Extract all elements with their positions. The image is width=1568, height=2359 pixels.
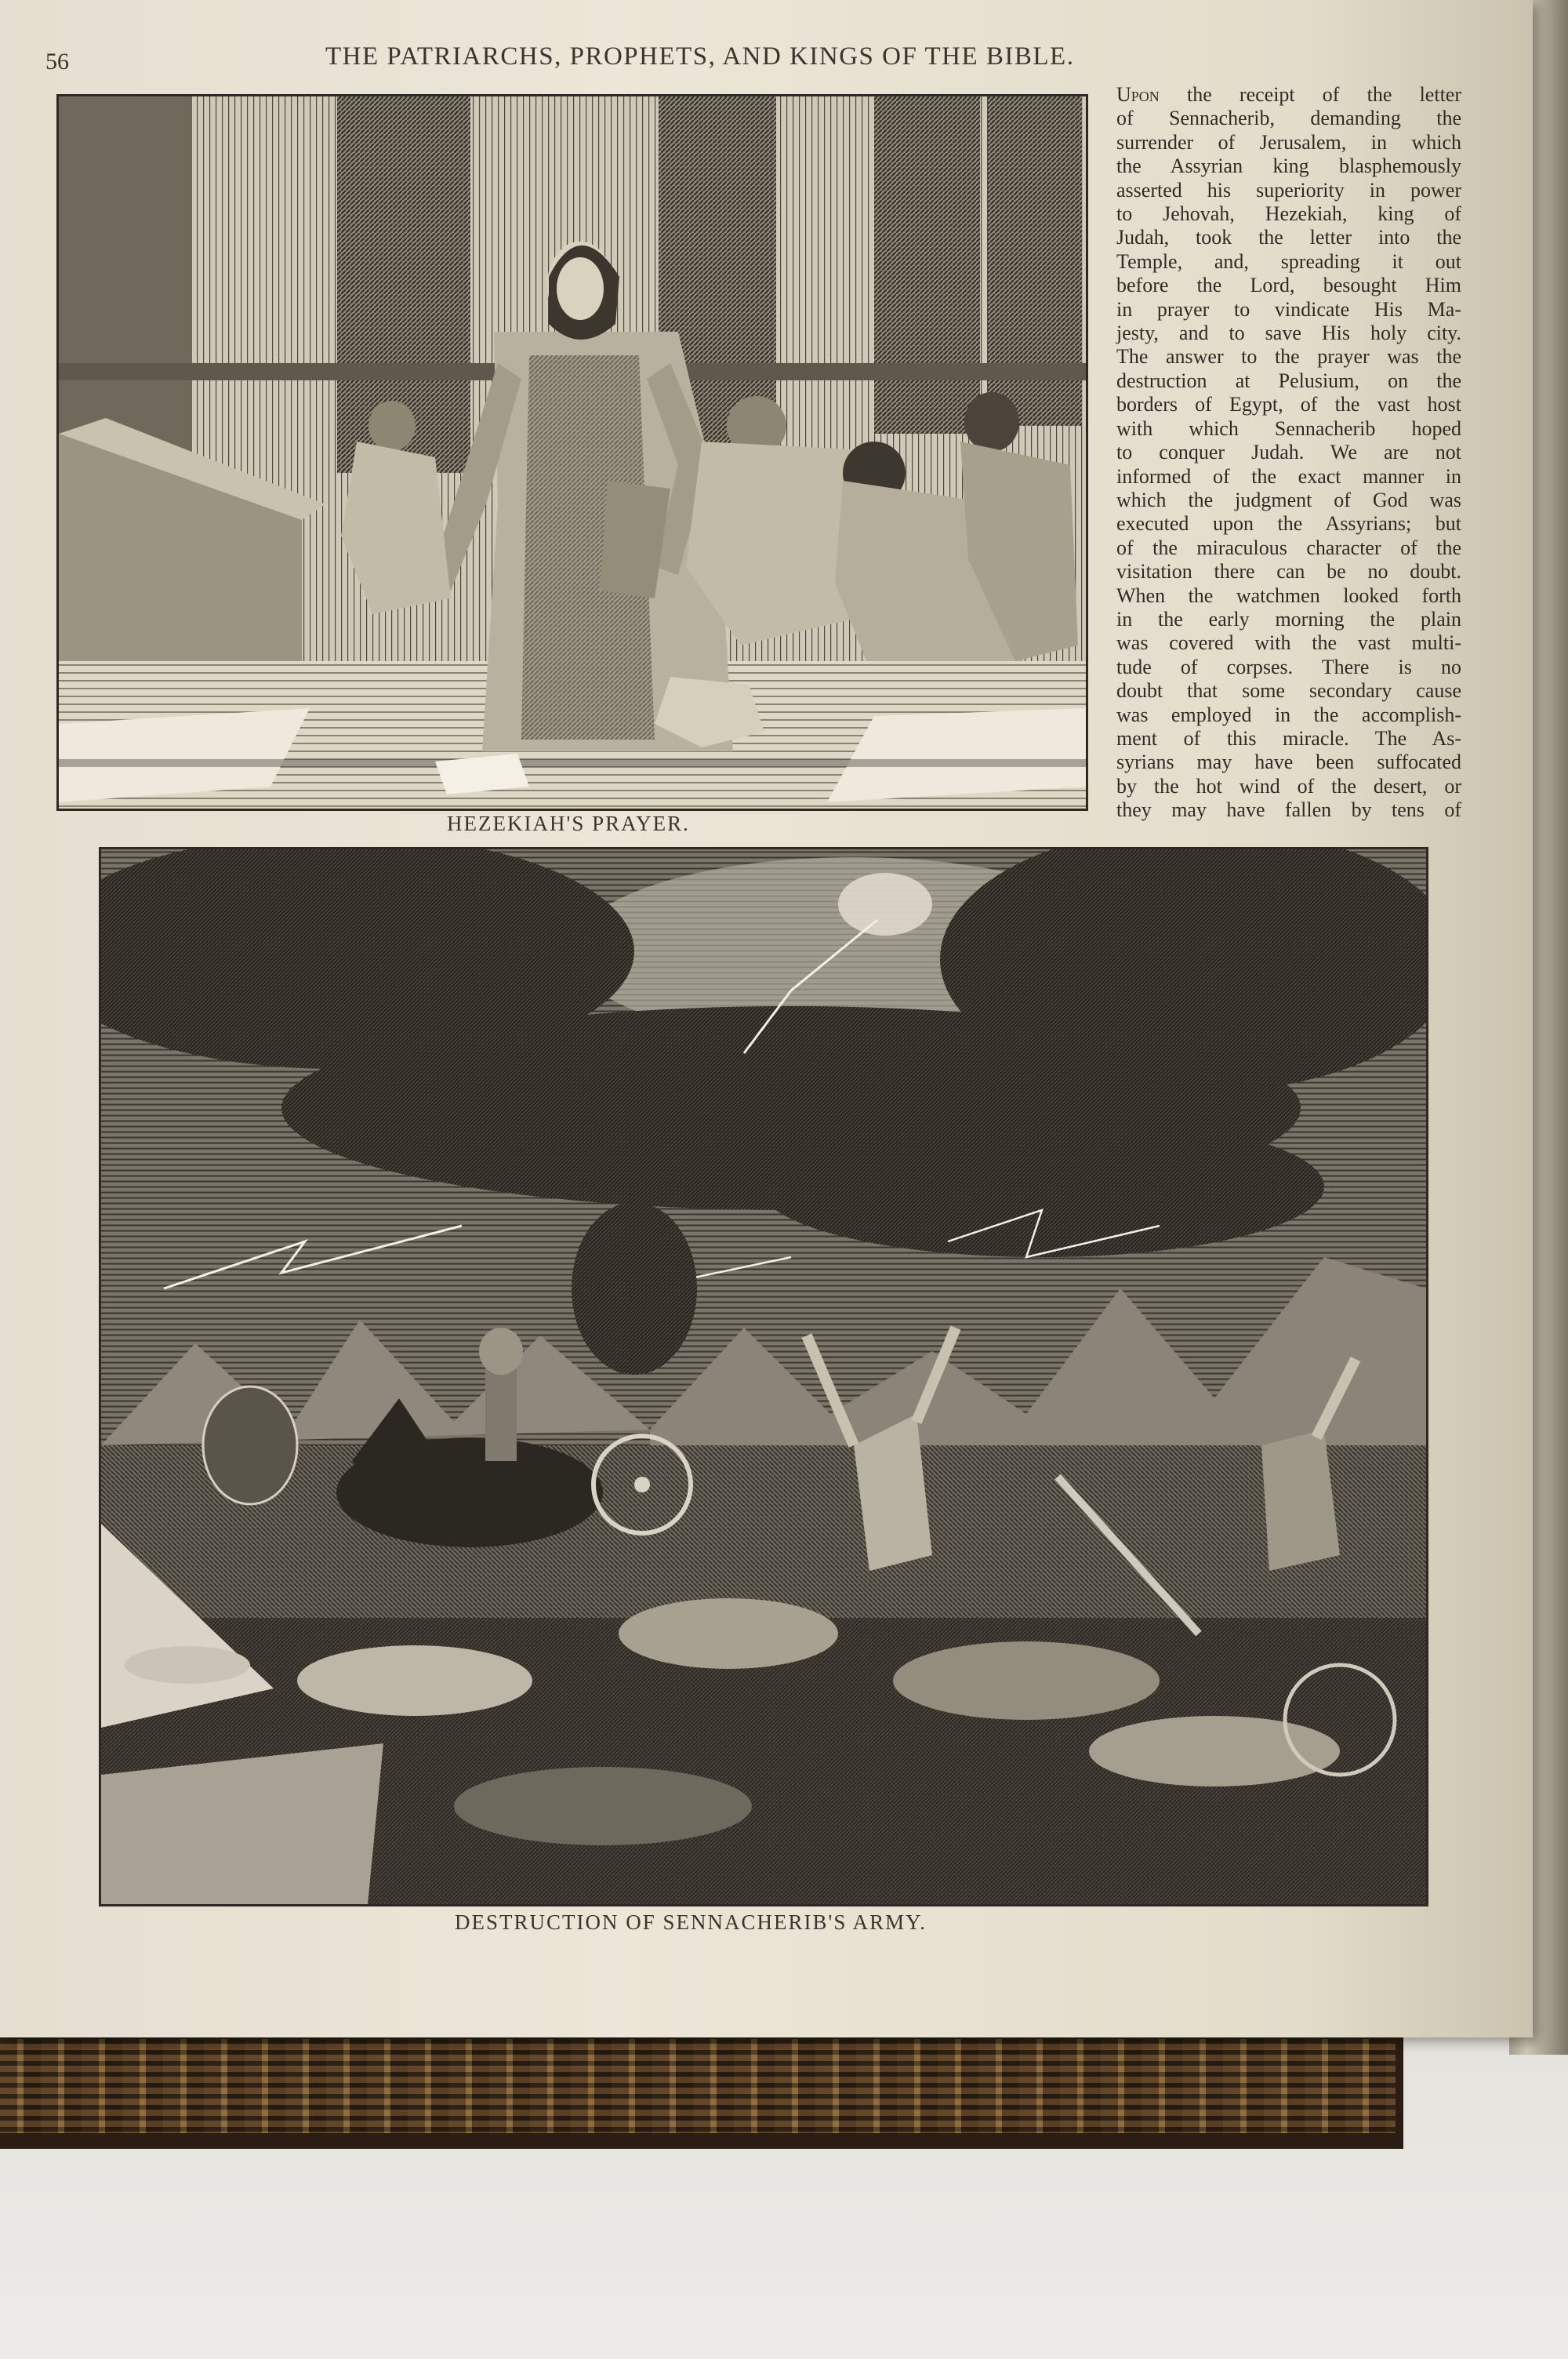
figure-caption-army: DESTRUCTION OF SENNACHERIB'S ARMY. bbox=[455, 1910, 927, 1934]
text-line: The answer to the prayer was the bbox=[1116, 345, 1461, 369]
text-line: tude of corpses. There is no bbox=[1116, 655, 1461, 678]
text-line: visitation there can be no doubt. bbox=[1116, 560, 1461, 583]
text-line: to conquer Judah. We are not bbox=[1116, 441, 1461, 464]
text-line-first bbox=[1116, 83, 1461, 107]
text-line: which the judgment of God was bbox=[1116, 488, 1461, 511]
text-line: the receipt of the letter bbox=[1159, 83, 1461, 106]
text-line: by the hot wind of the desert, or bbox=[1116, 774, 1461, 798]
body-text-column bbox=[1116, 83, 1461, 823]
text-line: borders of Egypt, of the vast host bbox=[1116, 393, 1461, 416]
text-line: the Assyrian king blasphemously bbox=[1116, 154, 1461, 178]
text-line: with which Sennacherib hoped bbox=[1116, 416, 1461, 440]
text-line: executed upon the Assyrians; but bbox=[1116, 512, 1461, 536]
text-line: in the early morning the plain bbox=[1116, 607, 1461, 631]
book-spine-decorative-band bbox=[0, 2039, 1396, 2133]
text-line: was employed in the accomplish- bbox=[1116, 703, 1461, 726]
text-line: ment of this miracle. The As- bbox=[1116, 726, 1461, 750]
text-line: syrians may have been suffocated bbox=[1116, 751, 1461, 774]
page-number: 56 bbox=[45, 49, 69, 75]
text-line: jesty, and to save His holy city. bbox=[1116, 322, 1461, 345]
text-line: before the Lord, besought Him bbox=[1116, 274, 1461, 297]
text-line: of Sennacherib, demanding the bbox=[1116, 107, 1461, 130]
text-line: destruction at Pelusium, on the bbox=[1116, 369, 1461, 392]
text-line: asserted his superiority in power bbox=[1116, 178, 1461, 202]
text-line: Temple, and, spreading it out bbox=[1116, 249, 1461, 273]
text-line: to Jehovah, Hezekiah, king of bbox=[1116, 202, 1461, 226]
running-title: THE PATRIARCHS, PROPHETS, AND KINGS OF THE BIBLE. bbox=[325, 42, 1075, 71]
text-line: of the miraculous character of the bbox=[1116, 536, 1461, 559]
text-line: they may have fallen by tens of bbox=[1116, 798, 1461, 822]
text-line: When the watchmen looked forth bbox=[1116, 583, 1461, 607]
text-line: was covered with the vast multi- bbox=[1116, 631, 1461, 655]
text-line: Judah, took the letter into the bbox=[1116, 226, 1461, 249]
text-line: surrender of Jerusalem, in which bbox=[1116, 130, 1461, 154]
text-line: informed of the exact manner in bbox=[1116, 464, 1461, 488]
text-line: doubt that some secondary cause bbox=[1116, 679, 1461, 703]
lead-word: Upon bbox=[1116, 83, 1160, 106]
text-line: in prayer to vindicate His Ma- bbox=[1116, 297, 1461, 321]
figure-caption-prayer: HEZEKIAH'S PRAYER. bbox=[447, 812, 690, 835]
hezekiah-prayer-engraving bbox=[56, 94, 1088, 811]
sennacherib-army-engraving bbox=[99, 847, 1428, 1906]
